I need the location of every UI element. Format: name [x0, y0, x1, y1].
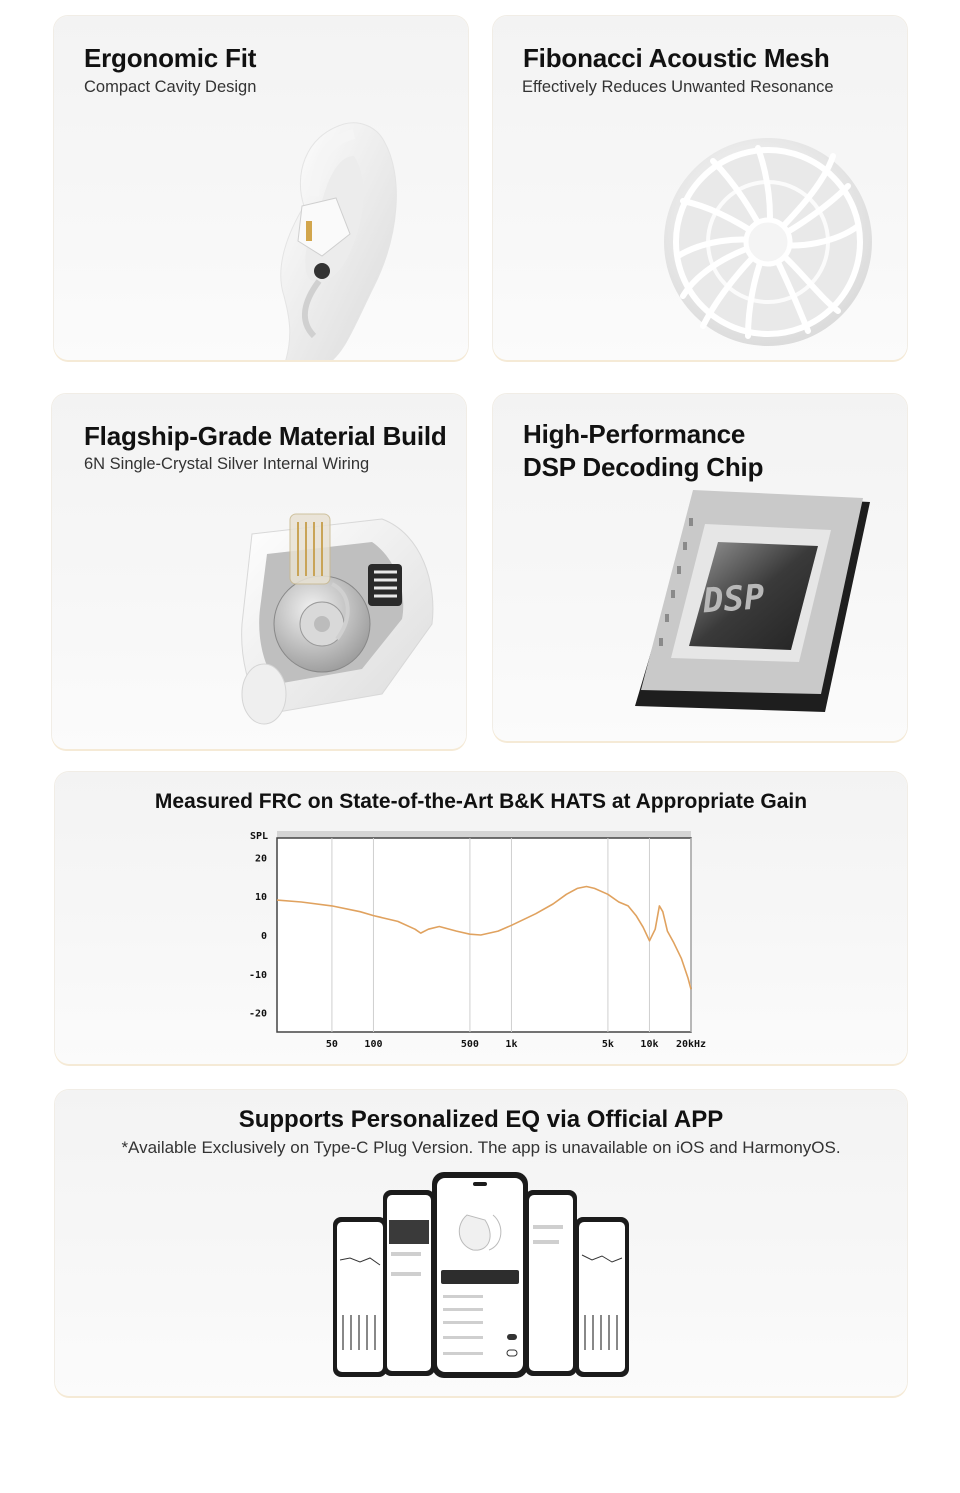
card-subtitle: Compact Cavity Design — [84, 78, 257, 96]
card-title: Flagship-Grade Material Build — [84, 421, 447, 451]
x-tick-label: 100 — [364, 1039, 383, 1050]
x-tick-label: 10k — [640, 1039, 659, 1050]
x-tick-label: 5k — [601, 1039, 614, 1050]
x-tick-label: 1k — [505, 1039, 518, 1050]
x-tick-label: 20kHz — [675, 1039, 707, 1050]
phone-menu-left — [383, 1190, 435, 1376]
chip-label: DSP — [701, 577, 766, 622]
phone-eq-right — [575, 1217, 629, 1377]
y-tick-label: -10 — [248, 969, 267, 981]
card-title: Ergonomic Fit — [84, 43, 257, 73]
phone-eq-left — [333, 1217, 387, 1377]
y-axis-label: SPL — [250, 831, 269, 842]
card-material-build — [52, 394, 466, 749]
card-subtitle: Effectively Reduces Unwanted Resonance — [522, 78, 834, 96]
earphone-internals-illustration — [52, 394, 466, 749]
app-phones-illustration — [55, 1090, 907, 1396]
phone-settings-right — [525, 1190, 577, 1376]
x-tick-label: 500 — [460, 1039, 479, 1050]
dsp-chip-illustration — [493, 394, 907, 741]
chart-title: Measured FRC on State-of-the-Art B&K HATS at Appropriate Gain — [154, 790, 808, 813]
card-app-eq — [55, 1090, 907, 1396]
card-frequency-response — [55, 772, 907, 1064]
ear-with-earphone-illustration — [54, 16, 468, 360]
y-tick-label: 0 — [260, 931, 267, 942]
x-tick-label: 50 — [325, 1039, 338, 1050]
app-section-title: Supports Personalized EQ via Official APP — [238, 1106, 724, 1133]
frequency-response-chart — [55, 772, 907, 1064]
fibonacci-mesh-illustration — [493, 16, 907, 360]
card-dsp-chip — [493, 394, 907, 741]
app-availability-note: *Available Exclusively on Type-C Plug Version. The app is unavailable on iOS and HarmonyOS. — [121, 1138, 841, 1157]
card-subtitle: 6N Single-Crystal Silver Internal Wiring — [84, 455, 370, 473]
y-tick-label: 20 — [254, 853, 267, 865]
card-ergonomic-fit — [54, 16, 468, 360]
card-title-line2: DSP Decoding Chip — [523, 452, 764, 482]
y-tick-label: 10 — [254, 892, 267, 904]
phone-main-center — [432, 1172, 528, 1378]
card-title: Fibonacci Acoustic Mesh — [523, 43, 830, 73]
card-title-line1: High-Performance — [523, 419, 746, 449]
card-fibonacci-mesh — [493, 16, 907, 360]
chart-header-strip — [277, 831, 691, 838]
y-tick-label: -20 — [248, 1008, 267, 1020]
